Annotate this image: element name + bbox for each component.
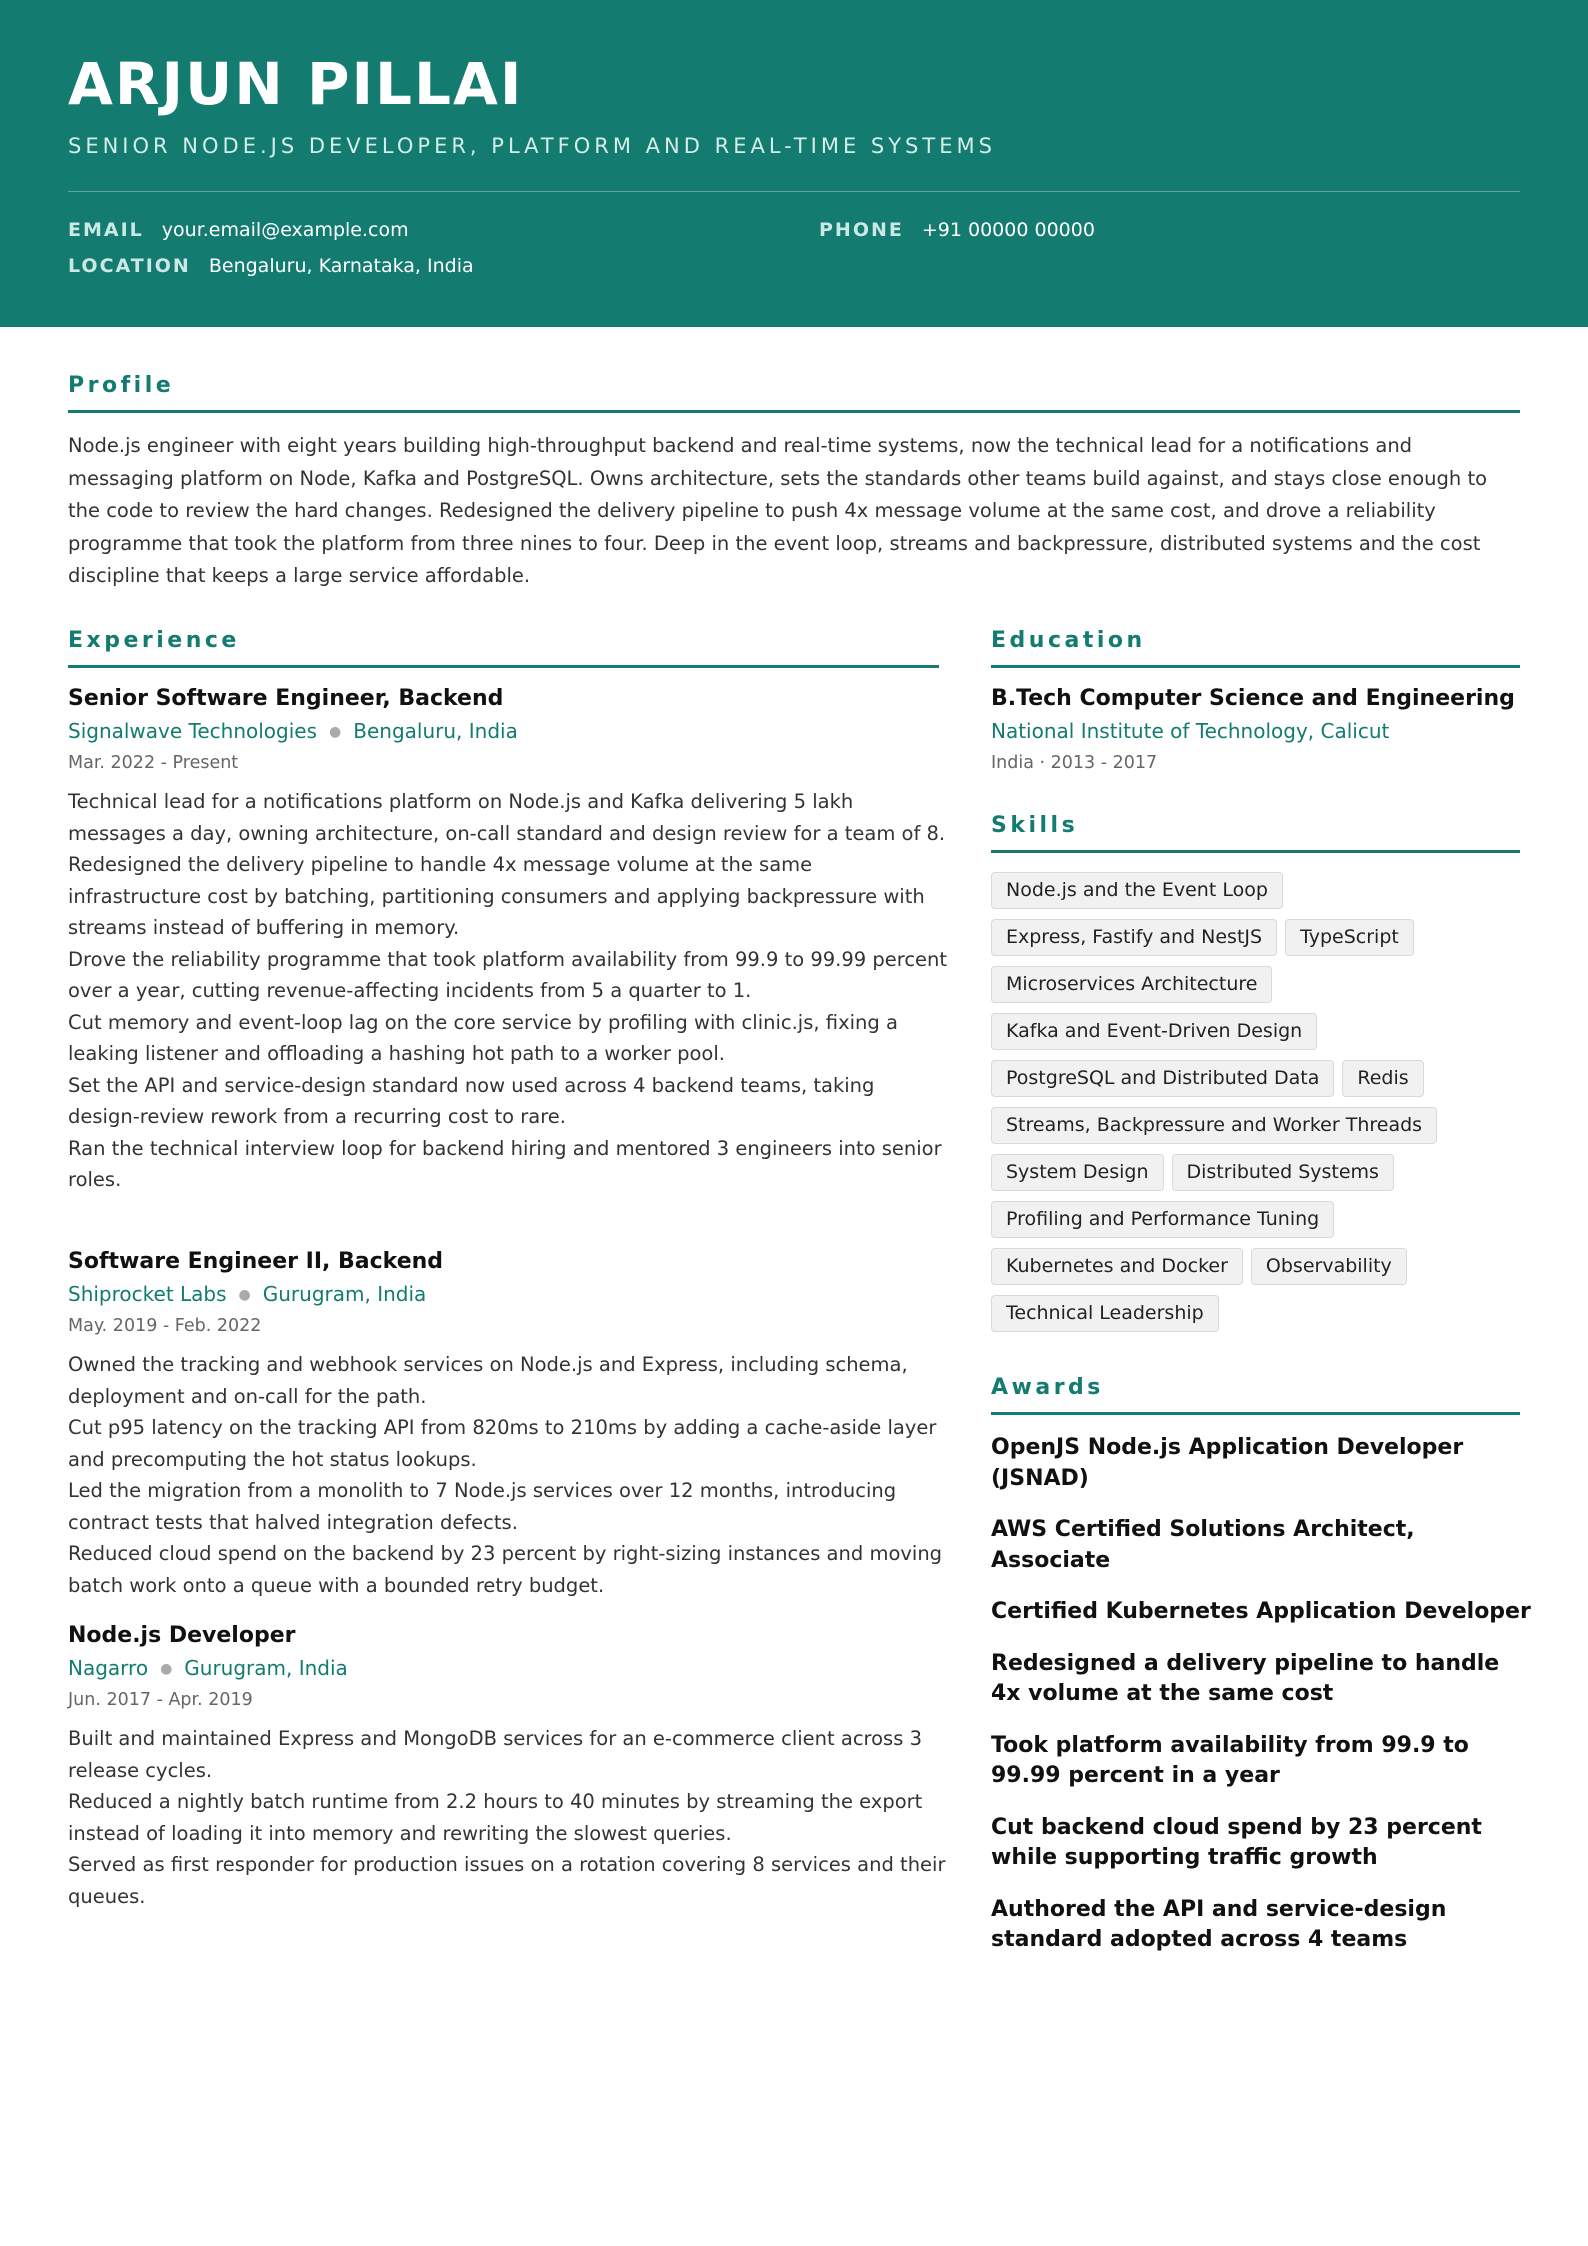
skill-row — [991, 872, 1520, 909]
job-bullets — [68, 786, 948, 1196]
job-location: Gurugram, India — [184, 1656, 348, 1680]
skill-row — [991, 1201, 1520, 1238]
award-item: OpenJS Node.js Application Developer (JSNAD) — [991, 1435, 1464, 1491]
education-section-rule — [991, 665, 1520, 668]
job-bullet: Drove the reliability programme that took platform availability from 99.9 to 99.99 percent over a year, cutting revenue-affecting incidents from 5 a quarter to 1. — [68, 947, 948, 1002]
header-divider — [68, 191, 1520, 192]
skill-row — [991, 1154, 1520, 1191]
contact-location — [68, 255, 474, 277]
skill-row — [991, 1248, 1520, 1285]
job-bullet: Technical lead for a notifications platform on Node.js and Kafka delivering 5 lakh messages a day, owning architecture, on-call standard and design review for a team of 8. — [68, 790, 946, 845]
resume-header — [0, 0, 1588, 327]
job-bullet: Cut p95 latency on the tracking API from 820ms to 210ms by adding a cache-aside layer and precomputing the hot status lookups. — [68, 1416, 937, 1471]
email-value[interactable]: your.email@example.com — [161, 219, 409, 241]
job-company: Signalwave Technologies — [68, 719, 318, 743]
skill-row — [991, 1060, 1520, 1097]
job-bullet: Reduced cloud spend on the backend by 23 percent by right-sizing instances and moving batch work onto a queue with a bounded retry budget. — [68, 1542, 943, 1597]
candidate-name: ARJUN PILLAI — [68, 50, 524, 118]
job-bullet: Reduced a nightly batch runtime from 2.2 hours to 40 minutes by streaming the export instead of loading it into memory and rewriting the slowest queries. — [68, 1790, 923, 1845]
job-org — [68, 1282, 426, 1306]
job-bullets — [68, 1723, 948, 1912]
job-location: Gurugram, India — [262, 1282, 427, 1306]
job-dates: May. 2019 - Feb. 2022 — [68, 1316, 262, 1336]
job-bullet: Built and maintained Express and MongoDB services for an e-commerce client across 3 release cycles. — [68, 1727, 922, 1782]
profile-summary: Node.js engineer with eight years building high-throughput backend and real-time systems, now the technical lead for a notifications and messaging platform on Node, Kafka and PostgreSQL. Owns architecture, sets the standards other teams build against, and stays close enough to the code to review the hard changes. Redesigned the delivery pipeline to push 4x message volume at the same cost, and drove a reliability programme that took the platform from three nines to four. Deep in the event loop, streams and backpressure, distributed systems and the cost discipline that keeps a large service affordable. — [68, 434, 1488, 588]
skill-row — [991, 1295, 1520, 1332]
education-school: National Institute of Technology, Calicut — [991, 719, 1390, 743]
skill-row — [991, 919, 1520, 956]
skill-row — [991, 1013, 1520, 1050]
job-dates: Mar. 2022 - Present — [68, 753, 239, 773]
skill-chip: Redis — [1342, 1060, 1423, 1097]
job-location: Bengaluru, India — [353, 719, 518, 743]
skill-chip: Node.js and the Event Loop — [991, 872, 1283, 909]
profile-section-title: Profile — [68, 373, 175, 398]
awards-section-title: Awards — [991, 1375, 1104, 1400]
job-company: Shiprocket Labs — [68, 1282, 227, 1306]
skill-chip: Profiling and Performance Tuning — [991, 1201, 1334, 1238]
skill-chip: Microservices Architecture — [991, 966, 1272, 1003]
job-org — [68, 1656, 348, 1680]
location-value: Bengaluru, Karnataka, India — [208, 255, 474, 277]
job-bullet: Owned the tracking and webhook services on Node.js and Express, including schema, deployment and on-call for the path. — [68, 1353, 908, 1408]
separator-dot-icon: ● — [329, 724, 342, 740]
award-item: Certified Kubernetes Application Developer — [991, 1599, 1531, 1624]
skill-chip: Kubernetes and Docker — [991, 1248, 1243, 1285]
award-item: Redesigned a delivery pipeline to handle 4x volume at the same cost — [991, 1650, 1500, 1706]
job-bullet: Led the migration from a monolith to 7 Node.js services over 12 months, introducing contract tests that halved integration defects. — [68, 1479, 897, 1534]
job-bullet: Set the API and service-design standard now used across 4 backend teams, taking design-review rework from a recurring cost to rare. — [68, 1073, 875, 1128]
job-org — [68, 719, 518, 743]
skill-chip: Streams, Backpressure and Worker Threads — [991, 1107, 1437, 1144]
profile-section-rule — [68, 410, 1520, 413]
experience-section-title: Experience — [68, 628, 240, 653]
job-bullet: Served as first responder for production issues on a rotation covering 8 services and their queues. — [68, 1853, 946, 1908]
skill-chip: PostgreSQL and Distributed Data — [991, 1060, 1334, 1097]
job-title: Node.js Developer — [68, 1623, 296, 1648]
location-label: LOCATION — [68, 255, 191, 277]
phone-label: PHONE — [819, 219, 904, 241]
skill-chip: Observability — [1251, 1248, 1407, 1285]
skills-section-rule — [991, 850, 1520, 853]
job-company: Nagarro — [68, 1656, 149, 1680]
skill-row — [991, 966, 1520, 1003]
separator-dot-icon: ● — [238, 1287, 251, 1303]
education-meta: India · 2013 - 2017 — [991, 753, 1158, 773]
experience-section-rule — [68, 665, 939, 668]
job-title: Software Engineer II, Backend — [68, 1249, 444, 1274]
contact-email — [68, 219, 409, 241]
job-bullet: Cut memory and event-loop lag on the core service by profiling with clinic.js, fixing a leaking listener and offloading a hashing hot path to a worker pool. — [68, 1010, 898, 1065]
awards-list — [991, 1433, 1531, 1977]
job-bullet: Ran the technical interview loop for backend hiring and mentored 3 engineers into senior roles. — [68, 1136, 942, 1191]
skills-section-title: Skills — [991, 813, 1079, 838]
awards-section-rule — [991, 1412, 1520, 1415]
job-bullet: Redesigned the delivery pipeline to handle 4x message volume at the same infrastructure cost by batching, partitioning consumers and applying backpressure with streams instead of buffering in memory. — [68, 853, 925, 939]
skill-row — [991, 1107, 1520, 1144]
skill-chip: TypeScript — [1285, 919, 1414, 956]
separator-dot-icon: ● — [160, 1661, 173, 1677]
education-section-title: Education — [991, 628, 1146, 653]
skill-chip: System Design — [991, 1154, 1164, 1191]
skills-list — [991, 872, 1520, 1342]
phone-value[interactable]: +91 00000 00000 — [921, 219, 1095, 241]
award-item: Authored the API and service-design standard adopted across 4 teams — [991, 1896, 1447, 1952]
contact-phone — [819, 219, 1095, 241]
award-item: AWS Certified Solutions Architect, Associate — [991, 1517, 1415, 1573]
skill-chip: Express, Fastify and NestJS — [991, 919, 1277, 956]
candidate-headline: SENIOR NODE.JS DEVELOPER, PLATFORM AND REAL-TIME SYSTEMS — [68, 134, 996, 158]
job-title: Senior Software Engineer, Backend — [68, 686, 504, 711]
award-item: Cut backend cloud spend by 23 percent while supporting traffic growth — [991, 1814, 1482, 1870]
job-bullets — [68, 1349, 948, 1601]
award-item: Took platform availability from 99.9 to 99.99 percent in a year — [991, 1732, 1469, 1788]
job-dates: Jun. 2017 - Apr. 2019 — [68, 1690, 253, 1710]
skill-chip: Kafka and Event-Driven Design — [991, 1013, 1317, 1050]
email-label: EMAIL — [68, 219, 144, 241]
skill-chip: Technical Leadership — [991, 1295, 1219, 1332]
skill-chip: Distributed Systems — [1172, 1154, 1394, 1191]
education-degree: B.Tech Computer Science and Engineering — [991, 686, 1515, 711]
